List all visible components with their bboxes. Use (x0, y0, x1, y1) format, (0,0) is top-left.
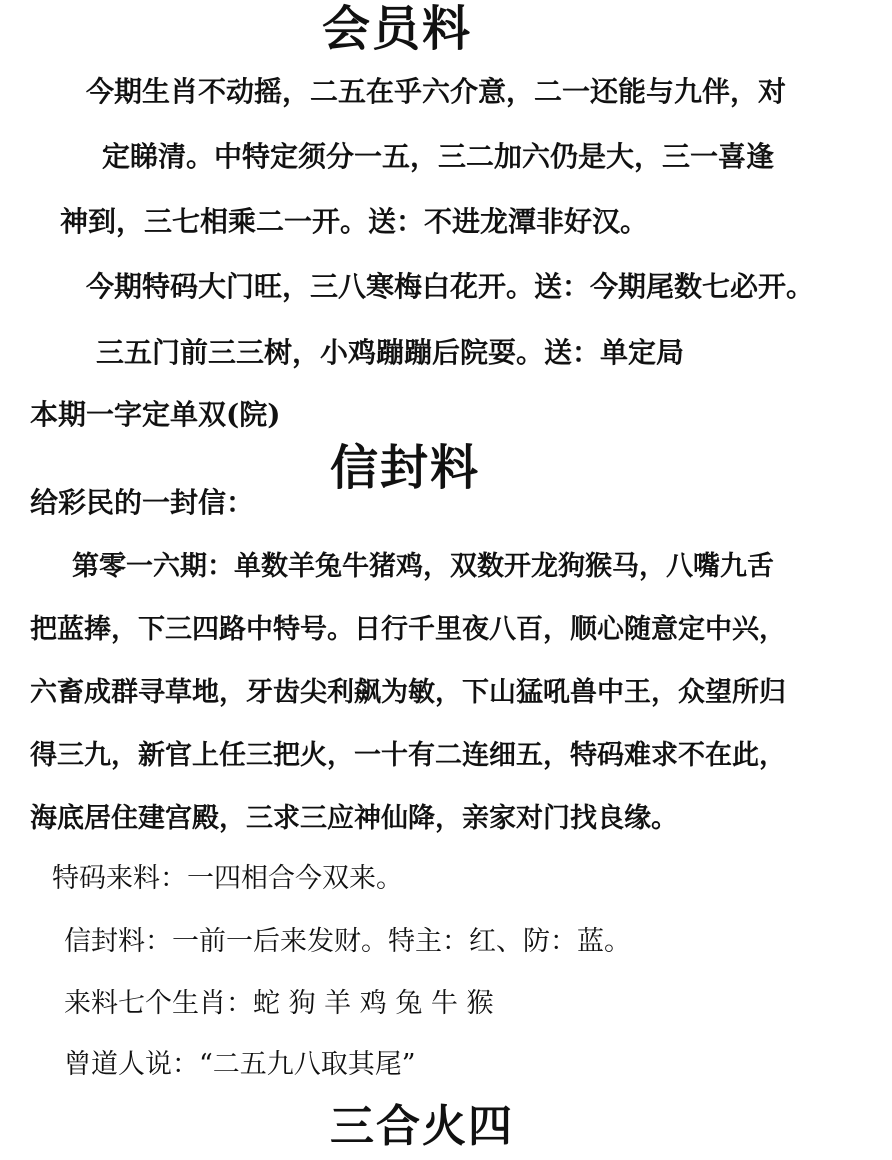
zeng-daoren-quote: 曾道人说：“二五九八取其尾” (64, 1049, 416, 1080)
paragraph-line: 今期特码大门旺，三八寒梅白花开。送：今期尾数七必开。 (86, 270, 815, 303)
paragraph-line: 神到，三七相乘二一开。送：不进龙潭非好汉。 (60, 205, 649, 238)
tema-laoliao: 特码来料：一四相合今双来。 (52, 863, 403, 894)
letter-line: 把蓝捧，下三四路中特号。日行千里夜八百，顺心随意定中兴， (30, 614, 786, 645)
paragraph-line: 今期生肖不动摇，二五在乎六介意，二一还能与九伴，对 (86, 75, 787, 108)
letter-line: 海底居住建宫殿，三求三应神仙降，亲家对门找良缘。 (30, 803, 678, 834)
paragraph-line: 三五门前三三树，小鸡蹦蹦后院耍。送：单定局 (96, 336, 685, 369)
seven-zodiacs: 来料七个生肖：蛇 狗 羊 鸡 兔 牛 猴 (64, 988, 494, 1019)
section-title-huiyuanliao: 会员料 (322, 1, 473, 57)
letter-line: 得三九，新官上任三把火，一十有二连细五，特码难求不在此， (30, 740, 786, 771)
letter-intro: 给彩民的一封信： (30, 486, 255, 519)
xinfeng-note: 信封料：一前一后来发财。特主：红、防：蓝。 (64, 926, 631, 957)
section-title-xinfengliao: 信封料 (330, 440, 481, 496)
paragraph-line: 定睇清。中特定须分一五，三二加六仍是大，三一喜逢 (102, 140, 775, 173)
letter-line: 六畜成群寻草地，牙齿尖利飙为敏，下山猛吼兽中王，众望所归 (30, 677, 786, 708)
letter-line: 第零一六期：单数羊兔牛猪鸡，双数开龙狗猴马，八嘴九舌 (72, 551, 774, 582)
section-title-sanhehuosi: 三合火四 (330, 1101, 514, 1152)
paragraph-line: 本期一字定单双(院) (30, 398, 281, 431)
